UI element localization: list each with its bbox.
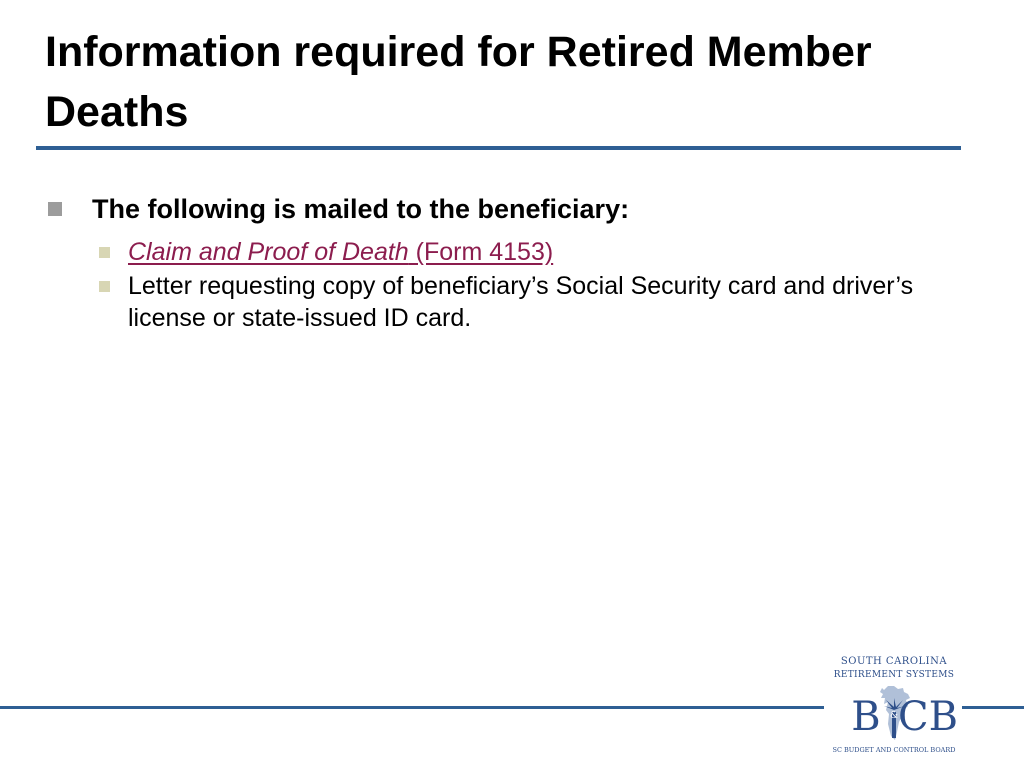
claim-form-link-title: Claim and Proof of Death bbox=[128, 238, 409, 266]
slide-title: Information required for Retired Member Deaths bbox=[45, 28, 872, 136]
logo-line1: SOUTH CAROLINA bbox=[840, 656, 948, 667]
logo-ampersand: & bbox=[889, 711, 899, 721]
footer-divider-left bbox=[0, 706, 824, 709]
bullet-list bbox=[48, 192, 948, 226]
bullet-item bbox=[48, 192, 948, 226]
bullet-text: The following is mailed to the beneficiary: bbox=[92, 194, 630, 224]
sub-bullet-item-form bbox=[99, 236, 949, 268]
logo-caption: SC BUDGET AND CONTROL BOARD bbox=[832, 746, 956, 754]
square-bullet-icon bbox=[99, 281, 110, 292]
scrs-logo bbox=[826, 652, 962, 760]
square-bullet-icon bbox=[99, 247, 110, 258]
square-bullet-icon bbox=[48, 202, 62, 216]
logo-letter-left: B bbox=[851, 694, 881, 740]
claim-form-link[interactable] bbox=[128, 238, 553, 266]
letter-text: Letter requesting copy of beneficiary’s Social Security card and driver’s license or state-issued ID card. bbox=[128, 272, 914, 332]
logo-line2: RETIREMENT SYSTEMS bbox=[833, 670, 955, 680]
footer-divider-right bbox=[962, 706, 1024, 709]
sub-bullet-list bbox=[99, 236, 949, 336]
claim-form-link-number: (Form 4153) bbox=[408, 238, 554, 266]
title-divider bbox=[36, 146, 961, 150]
logo-letters-right: CB bbox=[898, 694, 958, 740]
sub-bullet-item-letter bbox=[99, 270, 949, 334]
